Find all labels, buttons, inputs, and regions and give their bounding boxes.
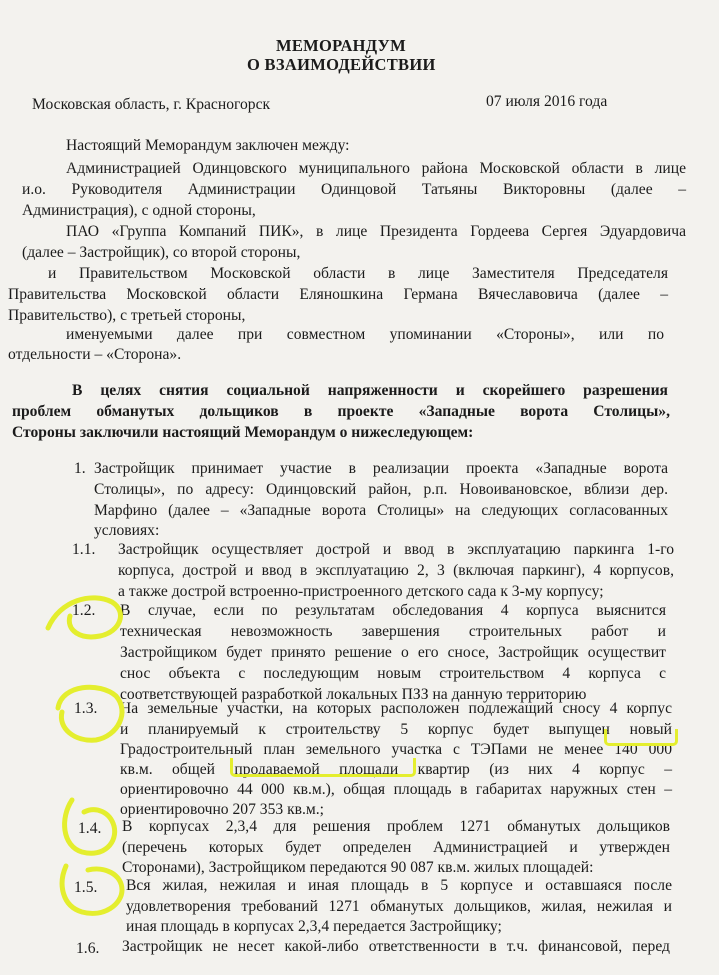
item1-2-line-5: соответствующей разработкой локальных ПЗЗ на данную территорию: [120, 686, 587, 703]
party3-line-3: Правительство), с третьей стороны,: [8, 307, 246, 324]
item1-3-line-5: ориентировочно 44 000 кв.м.), общая площадь в габаритах наружных стен –: [120, 781, 672, 798]
item1-3-line-4: кв.м. общей продаваемой площади квартир (из них 4 корпус –: [120, 761, 672, 778]
item1-line-1: Застройщик принимает участие в реализации проекта «Западные ворота: [94, 460, 668, 477]
item1-line-3: Марфино (далее – «Западные ворота Столицы» на следующих согласованных: [94, 502, 668, 519]
item1-line-4: условиях:: [94, 522, 160, 539]
item1-5-line-2: удовлетворения требований 1271 обманутых дольщиков, жилая, нежилая и: [126, 898, 672, 915]
party2-line-1: ПАО «Группа Компаний ПИК», в лице Президента Гордеева Сергея Эдуардовича: [66, 223, 686, 240]
item1-2-line-1: В случае, если по результатам обследования 4 корпуса выяснится: [120, 602, 666, 619]
preamble-line-1: В целях снятия социальной напряженности и скорейшего разрешения: [72, 382, 668, 399]
title-line-2: О ВЗАИМОДЕЙСТВИИ: [247, 55, 436, 74]
title-line-1: МЕМОРАНДУМ: [276, 36, 406, 55]
item1-2-line-3: Застройщиком будет принято решение о его сносе, Застройщик осуществит: [120, 644, 666, 661]
item1-3-line-2: и планируемый к строительству 5 корпус будет выпущен новый: [120, 721, 672, 738]
parties-note-line-2: отдельности – «Сторона».: [8, 346, 182, 363]
item1-line-2: Столицы», по адресу: Одинцовский район, р.п. Новоивановское, вблизи дер.: [94, 481, 668, 498]
date: 07 июля 2016 года: [486, 93, 608, 110]
preamble-line-3: Стороны заключили настоящий Меморандум о нижеследующем:: [12, 424, 474, 441]
item1-6-number: 1.6.: [76, 940, 100, 957]
item1-1-number: 1.1.: [72, 541, 96, 558]
parties-note-line-1: именуемыми далее при совместном упоминании «Стороны», или по: [66, 326, 664, 343]
item1-2-line-2: техническая невозможность завершения строительных работ и: [120, 623, 666, 640]
party1-line-3: Администрация), с одной стороны,: [22, 202, 256, 219]
place: Московская область, г. Красногорск: [32, 96, 271, 113]
item1-4-line-3: Сторонами), Застройщиком передаются 90 087 кв.м. жилых площадей:: [122, 859, 594, 876]
item1-5-number: 1.5.: [74, 879, 98, 896]
item1-1-line-1: Застройщик осуществляет дострой и ввод в эксплуатацию паркинга 1-го: [118, 541, 674, 558]
item1-1-line-2: корпуса, дострой и ввод в эксплуатацию 2, 3 (включая паркинг), 4 корпусов,: [118, 562, 674, 579]
party2-line-2: (далее – Застройщик), со второй стороны,: [22, 244, 301, 261]
item1-number: 1.: [74, 460, 86, 477]
item1-3-line-1: На земельные участки, на которых расположен подлежащий сносу 4 корпус: [120, 700, 672, 717]
item1-3-number: 1.3.: [74, 700, 98, 717]
highlight-sales-area: [230, 758, 416, 777]
item1-4-line-2: (перечень которых будет определен Администрацией и утвержден: [122, 839, 670, 856]
item1-5-line-1: Вся жилая, нежилая и иная площадь в 5 корпусе и оставшаяся после: [126, 877, 672, 894]
item1-3-line-3: Градостроительный план земельного участка с ТЭПами не менее 140 000: [120, 741, 672, 758]
item1-4-line-1: В корпусах 2,3,4 для решения проблем 1271 обманутых дольщиков: [122, 818, 670, 835]
item1-2-number: 1.2.: [72, 602, 96, 619]
party3-line-1: и Правительством Московской области в лице Заместителя Председателя: [48, 265, 668, 282]
party1-line-2: и.о. Руководителя Администрации Одинцовой Татьяны Викторовны (далее –: [22, 181, 686, 198]
item1-1-line-3: а также дострой встроенно-пристроенного детского сада к 3-му корпусу;: [118, 583, 604, 600]
item1-4-number: 1.4.: [78, 820, 102, 837]
intro-line: Настоящий Меморандум заключен между:: [66, 137, 350, 154]
party3-line-2: Правительства Московской области Еляношкина Германа Вячеславовича (далее –: [8, 286, 668, 303]
preamble-line-2: проблем обманутых дольщиков в проекте «Западные ворота Столицы»,: [12, 403, 670, 420]
item1-2-line-4: снос объекта с последующим новым строительством 4 корпуса с: [120, 665, 666, 682]
item1-5-line-3: иная площадь в корпусах 2,3,4 передается Застройщику;: [126, 918, 502, 935]
party1-line-1: Администрацией Одинцовского муниципального района Московской области в лице: [66, 160, 686, 177]
item1-6-line-1: Застройщик не несет какой-либо ответственности в т.ч. финансовой, перед: [122, 938, 670, 955]
highlight-140000: [604, 729, 678, 746]
item1-3-line-6: ориентировочно 207 353 кв.м.;: [120, 801, 325, 818]
